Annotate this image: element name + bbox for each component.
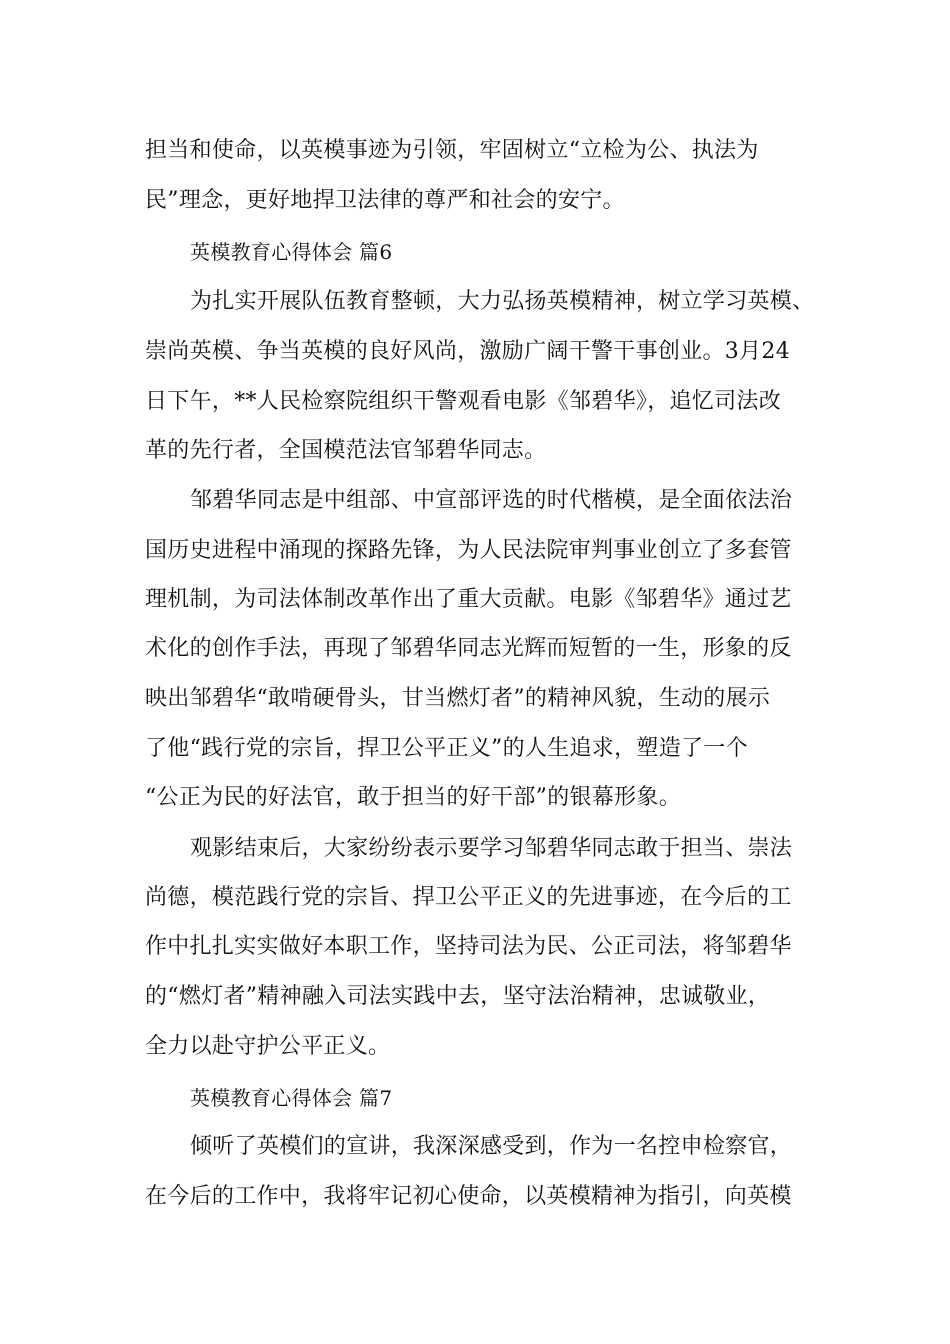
text-line: 映出邹碧华“敢啃硬骨头，甘当燃灯者”的精神风貌，生动的展示 xyxy=(145,686,771,711)
text-line: 在今后的工作中，我将牢记初心使命，以英模精神为指引，向英模 xyxy=(145,1184,792,1209)
text-line: 国历史进程中涌现的探路先锋，为人民法院审判事业创立了多套管 xyxy=(145,538,792,563)
text-line: 日下午，**人民检察院组织干警观看电影《邹碧华》，追忆司法改 xyxy=(145,389,782,414)
text-line: 邹碧华同志是中组部、中宣部评选的时代楷模，是全面依法治 xyxy=(190,488,793,513)
text-line: 为扎实开展队伍教育整顿，大力弘扬英模精神，树立学习英模、 xyxy=(190,289,815,314)
text-line: 革的先行者，全国模范法官邹碧华同志。 xyxy=(145,438,547,463)
text-line: 担当和使命，以英模事迹为引领，牢固树立“立检为公、执法为 xyxy=(145,138,759,163)
text-line: 了他“践行党的宗旨，捍卫公平正义”的人生追求，塑造了一个 xyxy=(145,736,748,761)
text-line: “公正为民的好法官，敢于担当的好干部”的银幕形象。 xyxy=(145,785,681,810)
text-line: 民”理念，更好地捍卫法律的尊严和社会的安宁。 xyxy=(145,188,625,213)
text-line: 术化的创作手法，再现了邹碧华同志光辉而短暂的一生，形象的反 xyxy=(145,636,792,661)
text-line: 尚德，模范践行党的宗旨、捍卫公平正义的先进事迹，在今后的工 xyxy=(145,885,792,910)
text-line: 作中扎扎实实做好本职工作，坚持司法为民、公正司法，将邹碧华 xyxy=(145,934,792,959)
section-heading: 英模教育心得体会 篇6 xyxy=(190,240,393,264)
text-line: 崇尚英模、争当英模的良好风尚，激励广阔干警干事创业。3月24 xyxy=(145,339,790,364)
text-line: 倾听了英模们的宣讲，我深深感受到，作为一名控申检察官， xyxy=(190,1134,793,1159)
text-line: 理机制，为司法体制改革作出了重大贡献。电影《邹碧华》通过艺 xyxy=(145,587,792,612)
section-heading: 英模教育心得体会 篇7 xyxy=(190,1086,393,1110)
text-line: 观影结束后，大家纷纷表示要学习邹碧华同志敢于担当、崇法 xyxy=(190,836,793,861)
text-line: 全力以赴守护公平正义。 xyxy=(145,1034,391,1059)
text-line: 的“燃灯者”精神融入司法实践中去，坚守法治精神，忠诚敬业， xyxy=(145,984,771,1009)
